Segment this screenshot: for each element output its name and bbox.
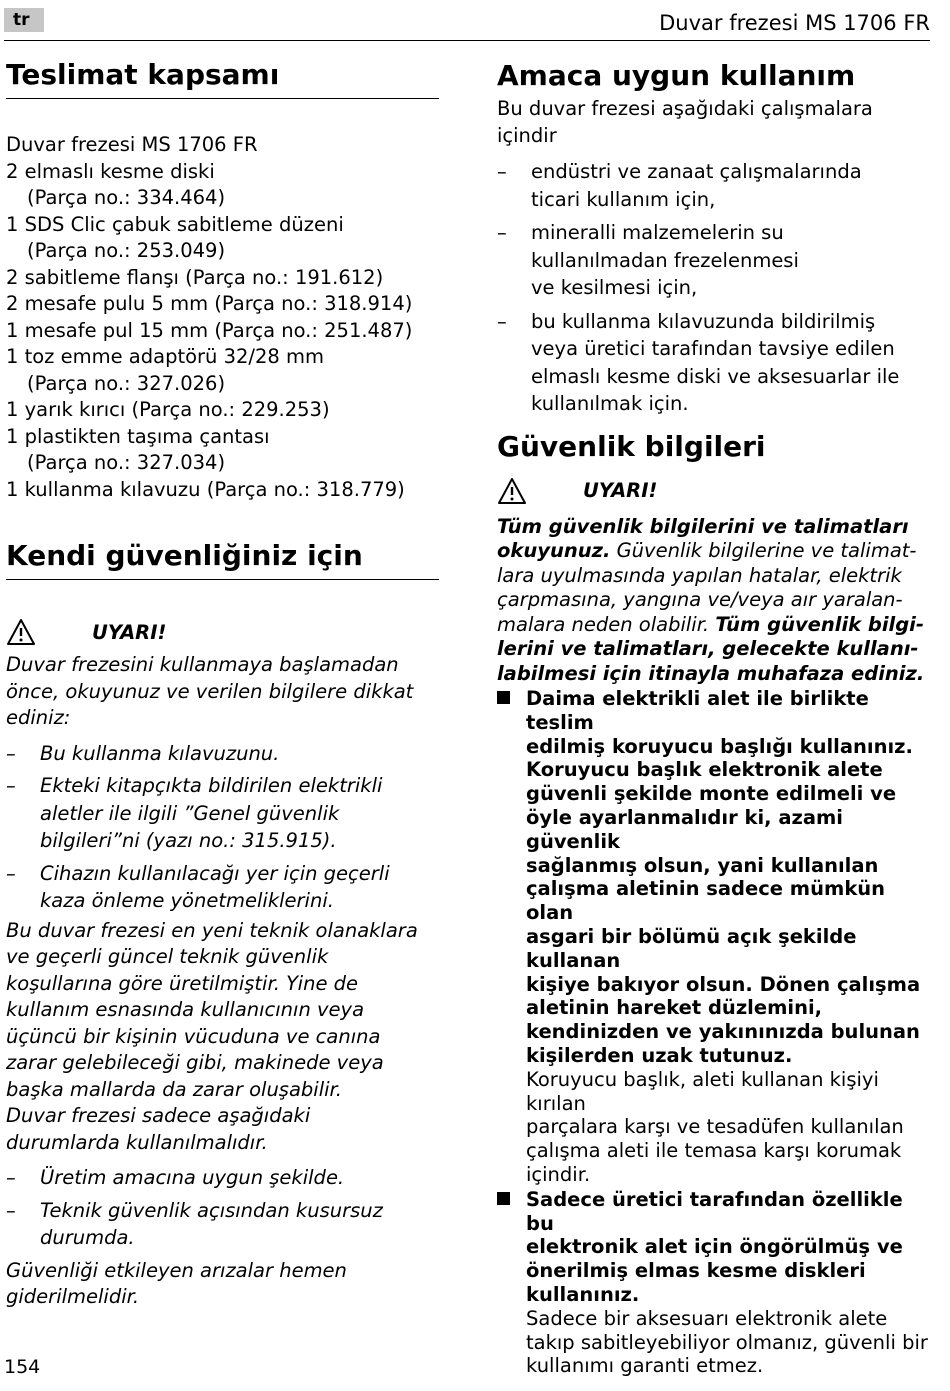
own-safety-heading: Kendi güvenliğiniz için — [6, 539, 363, 572]
text-line: kişilerden uzak tutunuz. — [526, 1043, 793, 1067]
text-line: Bu duvar frezesi en yeni teknik olanaklara — [6, 918, 418, 942]
text-line: zarar gelebileceği gibi, makinede veya — [6, 1051, 384, 1074]
delivery-item: Duvar frezesi MS 1706 FR — [6, 133, 258, 156]
language-tag: tr — [4, 8, 44, 32]
text-line: giderilmelidir. — [6, 1285, 140, 1308]
delivery-heading: Teslimat kapsamı — [6, 58, 280, 91]
text-line: öyle ayarlanmalıdır ki, azami güvenlik — [526, 805, 843, 853]
text-line: içindir. — [526, 1162, 591, 1186]
text-line: – mineralli malzemelerin su — [531, 221, 784, 244]
list-item — [6, 772, 439, 855]
square-bullet-icon — [497, 691, 510, 704]
own-safety-intro — [6, 652, 439, 732]
text-line: – Teknik güvenlik açısından kusursuz — [40, 1198, 383, 1222]
text-line: – Bu kullanma kılavuzunu. — [40, 741, 280, 765]
text-line: Daima elektrikli alet ile birlikte teslim — [526, 687, 869, 734]
left-column — [6, 55, 439, 1311]
text-line: Sadece bir aksesuarı elektronik alete — [526, 1306, 888, 1330]
text-line: edilmiş koruyucu başlığı kullanınız. — [526, 734, 913, 758]
safety-info-paragraph — [497, 515, 933, 687]
delivery-item-part-no: (Parça no.: 253.049) — [27, 239, 226, 262]
text-line: kullanınız. — [526, 1282, 640, 1306]
text-bold: labilmesi için itinayla muhafaza ediniz. — [497, 661, 925, 685]
text-line: üçüncü bir kişinin vücuduna ve canına — [6, 1024, 381, 1048]
delivery-item: 1 kullanma kılavuzu (Parça no.: 318.779) — [6, 477, 405, 501]
text-line: ediniz: — [6, 706, 71, 729]
text-line: Koruyucu başlık elektronik alete — [526, 758, 883, 782]
text-line: koşullarına göre üretilmiştir. Yine de — [6, 971, 359, 995]
delivery-list — [6, 132, 439, 503]
text-line: başka mallarda da zarar oluşabilir. — [6, 1077, 342, 1101]
text-line: – Ekteki kitapçıkta bildirilen elektrikli — [40, 774, 383, 797]
section-rule — [6, 98, 439, 99]
text-line: Güvenliği etkileyen arızalar hemen — [6, 1258, 347, 1282]
text-line: durumda. — [40, 1226, 135, 1249]
safety-info-heading: Güvenlik bilgileri — [497, 429, 766, 463]
section-rule — [6, 579, 439, 580]
text-line: ve geçerli güncel teknik güvenlik — [6, 945, 329, 968]
delivery-item: 1 yarık kırıcı (Parça no.: 229.253) — [6, 398, 330, 421]
text-bold: lerini ve talimatları, gelecekte kullanı- — [497, 637, 919, 660]
page-number: 154 — [4, 1356, 41, 1378]
warning-row — [497, 471, 933, 511]
text-line: önerilmiş elmas kesme diskleri — [526, 1259, 866, 1283]
text-line: çalışma aleti ile temasa karşı korumak — [526, 1139, 902, 1163]
intended-use-list — [497, 158, 933, 418]
text-line: durumlarda kullanılmalıdır. — [6, 1130, 268, 1154]
text-line: elmaslı kesme diski ve aksesuarlar ile — [531, 364, 900, 388]
text-line: aletinin hareket düzlemini, — [526, 996, 823, 1020]
delivery-item: 1 mesafe pul 15 mm (Parça no.: 251.487) — [6, 318, 413, 342]
usage-conditions-list — [6, 1164, 439, 1252]
list-item — [6, 740, 439, 768]
text-bold: Tüm güvenlik bilgi- — [715, 612, 924, 636]
text-line: asgari bir bölümü açık şekilde kullanan — [526, 924, 857, 972]
text-line: lara uyulmasında yapılan hatalar, elektrik — [497, 563, 902, 587]
text-line: çarpmasına, yangına ve/veya aır yaralan- — [497, 588, 903, 611]
text-line: veya üretici tarafından tavsiye edilen — [531, 337, 895, 360]
safety-bullets — [497, 687, 933, 1378]
warning-label: UYARI! — [583, 479, 658, 502]
text-line: – endüstri ve zanaat çalışmalarında — [531, 160, 862, 183]
text-line: kullanımı garanti etmez. — [526, 1354, 764, 1378]
text-line: güvenli şekilde monte edilmeli ve — [526, 782, 897, 806]
delivery-item-part-no: (Parça no.: 327.026) — [27, 371, 226, 395]
delivery-item-part-no: (Parça no.: 334.464) — [27, 186, 226, 209]
delivery-item: 2 elmaslı kesme diski — [6, 159, 215, 183]
square-bullet-icon — [497, 1192, 510, 1205]
delivery-item: 1 toz emme adaptörü 32/28 mm — [6, 345, 324, 368]
right-column — [497, 56, 933, 1378]
delivery-item-part-no: (Parça no.: 327.034) — [27, 451, 226, 474]
text-line: parçalara karşı ve tesadüfen kullanılan — [526, 1115, 904, 1139]
warning-label: UYARI! — [92, 620, 167, 644]
delivery-item: 2 sabitleme flanşı (Parça no.: 191.612) — [6, 265, 384, 289]
text-line: kişiye bakıyor olsun. Dönen çalışma — [526, 972, 921, 996]
list-item — [6, 1164, 439, 1192]
delivery-item: 1 plastikten taşıma çantası — [6, 424, 270, 448]
header-title: Duvar frezesi MS 1706 FR — [659, 11, 930, 35]
text-line: Bu duvar frezesi aşağıdaki çalışmalara — [497, 97, 873, 120]
text-line: içindir — [497, 123, 557, 147]
safety-bullet-item — [497, 1188, 933, 1378]
text-line: aletler ile ilgili ”Genel güvenlik — [40, 801, 340, 825]
text-line: Sadece üretici tarafından özellikle bu — [526, 1187, 903, 1235]
list-item — [497, 158, 933, 213]
text-line: kullanım esnasında kullanıcının veya — [6, 998, 365, 1021]
text-line: – bu kullanma kılavuzunda bildirilmiş — [531, 309, 876, 333]
text-line: Güvenlik bilgilerine ve talimat- — [610, 539, 917, 562]
intended-use-intro — [497, 96, 933, 149]
list-item — [497, 308, 933, 418]
text-line: kullanılmadan frezelenmesi — [531, 248, 799, 272]
own-safety-closing — [6, 1258, 439, 1311]
text-line: elektronik alet için öngörülmüş ve — [526, 1235, 903, 1259]
text-line: – Cihazın kullanılacağı yer için geçerli — [40, 861, 390, 885]
text-line: bilgileri”ni (yazı no.: 315.915). — [40, 829, 337, 852]
own-safety-paragraph — [6, 918, 439, 1157]
text-line: kendinizden ve yakınınızda bulunan — [526, 1020, 920, 1044]
own-safety-list — [6, 740, 439, 915]
text-line: ticari kullanım için, — [531, 187, 716, 211]
text-line: ve kesilmesi için, — [531, 276, 698, 299]
text-line: önce, okuyunuz ve verilen bilgilere dikkat — [6, 679, 414, 703]
list-item — [6, 1197, 439, 1252]
header-rule — [4, 40, 930, 41]
text-line: Koruyucu başlık, aleti kullanan kişiyi kırılan — [526, 1067, 879, 1115]
text-bold: Tüm güvenlik bilgilerini ve talimatları — [497, 514, 909, 538]
warning-row — [6, 612, 439, 652]
list-item — [497, 219, 933, 302]
text-line: sağlanmış olsun, yani kullanılan — [526, 853, 879, 877]
text-line: – Üretim amacına uygun şekilde. — [40, 1166, 345, 1189]
text-line: çalışma aletinin sadece mümkün olan — [526, 877, 886, 925]
text-line: Duvar frezesini kullanmaya başlamadan — [6, 653, 399, 676]
warning-triangle-icon — [6, 618, 36, 646]
text-line: kaza önleme yönetmeliklerini. — [40, 889, 334, 912]
text-line: kullanılmak için. — [531, 392, 689, 415]
list-item — [6, 860, 439, 915]
text-line: Duvar frezesi sadece aşağıdaki — [6, 1104, 311, 1127]
warning-triangle-icon — [497, 477, 527, 505]
text-bold: okuyunuz. — [497, 539, 611, 562]
text-line: malara neden olabilir. — [497, 612, 716, 636]
text-line: takıp sabitleyebiliyor olmanız, güvenli bir — [526, 1330, 928, 1354]
intended-use-heading: Amaca uygun kullanım — [497, 59, 856, 92]
delivery-item: 2 mesafe pulu 5 mm (Parça no.: 318.914) — [6, 292, 413, 315]
safety-bullet-item — [497, 687, 933, 1187]
delivery-item: 1 SDS Clic çabuk sabitleme düzeni — [6, 212, 344, 236]
